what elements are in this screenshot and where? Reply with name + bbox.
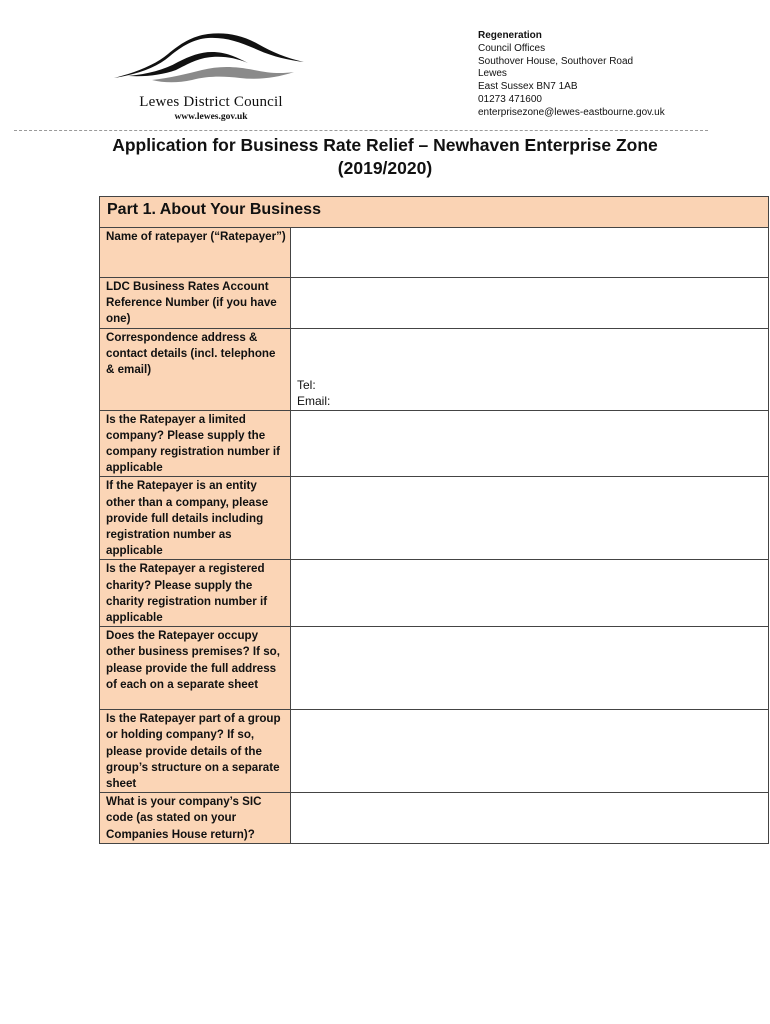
- contact-address-block: [478, 30, 665, 120]
- table-row: [100, 278, 769, 329]
- address-line: Council Offices: [478, 42, 546, 54]
- table-row: [100, 710, 769, 793]
- question-label: Does the Ratepayer occupy other business premises? If so, please provide the full address of each on a separate sheet: [100, 627, 291, 710]
- header-divider: [14, 130, 708, 131]
- table-row: [100, 228, 769, 278]
- question-label: Is the Ratepayer a registered charity? Please supply the charity registration number if applicable: [100, 560, 291, 627]
- address-line: Lewes: [478, 68, 507, 80]
- address-line: East Sussex BN7 1AB: [478, 81, 578, 93]
- correspondence-address-field[interactable]: [291, 328, 769, 410]
- table-row: [100, 477, 769, 560]
- ratepayer-name-field[interactable]: [291, 228, 769, 278]
- council-website: www.lewes.gov.uk: [174, 112, 248, 122]
- group-structure-field[interactable]: [291, 710, 769, 793]
- business-details-table: [99, 196, 769, 844]
- question-label: Is the Ratepayer a limited company? Please supply the company registration number if applicable: [100, 410, 291, 477]
- section-heading: Part 1. About Your Business: [100, 197, 769, 228]
- table-row: [100, 560, 769, 627]
- sic-code-field[interactable]: [291, 793, 769, 844]
- telephone-label: Tel:: [297, 377, 316, 392]
- council-logo: [108, 30, 308, 125]
- entity-details-field[interactable]: [291, 477, 769, 560]
- address-line: Southover House, Southover Road: [478, 55, 634, 67]
- table-row: [100, 328, 769, 410]
- title-line: Application for Business Rate Relief – Newhaven Enterprise Zone: [112, 135, 658, 155]
- page-title: [60, 134, 710, 180]
- email-label: Email:: [297, 394, 331, 409]
- hills-logo-icon: [108, 30, 308, 94]
- phone-number: 01273 471600: [478, 93, 542, 105]
- section-header-row: [100, 197, 769, 228]
- question-label: Name of ratepayer (“Ratepayer”): [100, 228, 291, 278]
- company-registration-field[interactable]: [291, 410, 769, 477]
- department-name: Regeneration: [478, 30, 542, 41]
- question-label: Correspondence address & contact details (incl. telephone & email): [100, 328, 291, 410]
- question-label: LDC Business Rates Account Reference Number (if you have one): [100, 278, 291, 329]
- account-reference-field[interactable]: [291, 278, 769, 329]
- question-label: Is the Ratepayer part of a group or holding company? If so, please provide details of the group’s structure on a separate sheet: [100, 710, 291, 793]
- charity-registration-field[interactable]: [291, 560, 769, 627]
- title-year: (2019/2020): [337, 158, 433, 178]
- question-label: What is your company’s SIC code (as stated on your Companies House return)?: [100, 793, 291, 844]
- email-address: enterprisezone@lewes-eastbourne.gov.uk: [478, 106, 665, 118]
- table-row: [100, 793, 769, 844]
- table-row: [100, 627, 769, 710]
- council-name: Lewes District Council: [139, 94, 283, 110]
- table-row: [100, 410, 769, 477]
- question-label: If the Ratepayer is an entity other than a company, please provide full details including registration number as applicable: [100, 477, 291, 560]
- other-premises-field[interactable]: [291, 627, 769, 710]
